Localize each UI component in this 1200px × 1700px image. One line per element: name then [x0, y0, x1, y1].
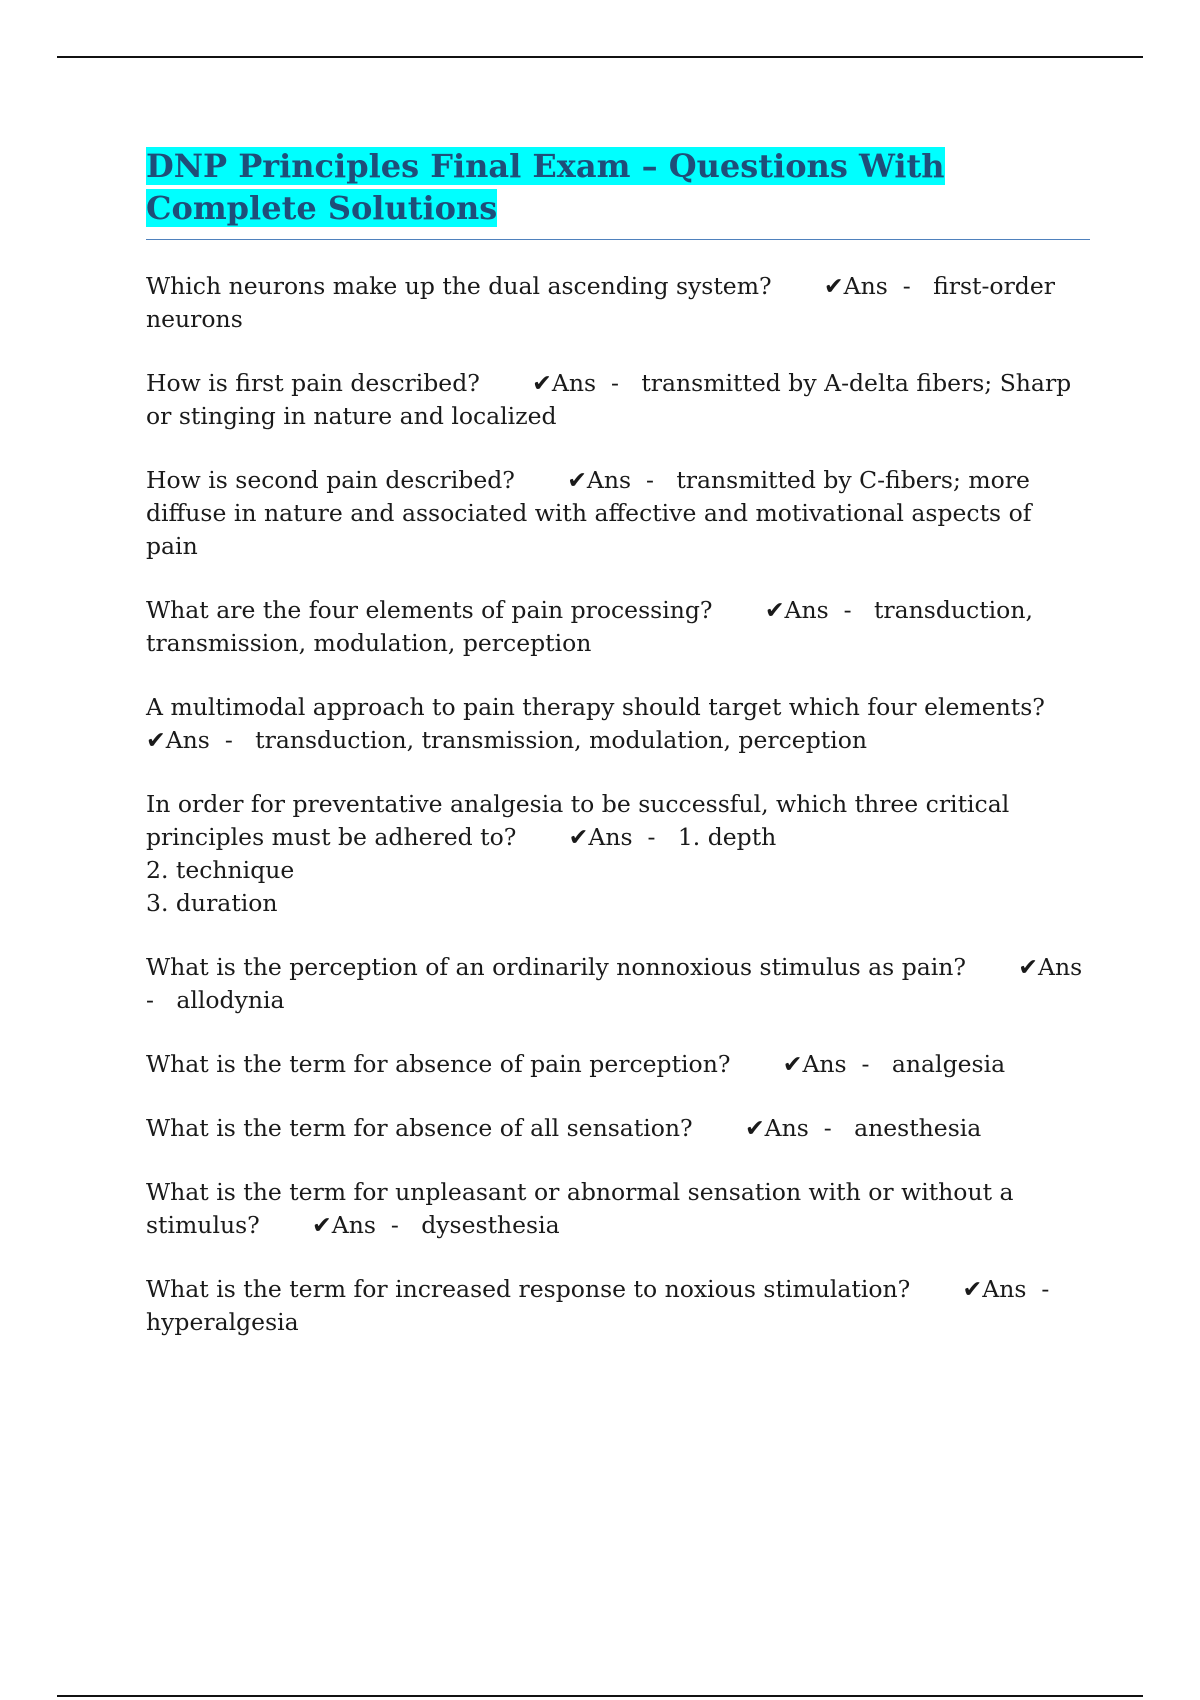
- qa-item: What is the term for increased response to noxious stimulation? ✔Ans - hyperalgesia: [146, 1275, 1072, 1336]
- answer-label: Ans: [982, 1275, 1027, 1303]
- checkmark-icon: ✔: [568, 823, 589, 851]
- qa-item: What is the term for absence of pain perception? ✔Ans - analgesia: [146, 1050, 1006, 1078]
- answer-label: Ans: [586, 466, 632, 494]
- answer-text: allodynia: [176, 986, 285, 1014]
- qa-item: How is first pain described? ✔Ans - transmitted by A-delta fibers; Sharp or stinging in nature and localized: [146, 369, 1079, 430]
- title-underline: [146, 239, 1090, 240]
- qa-item: A multimodal approach to pain therapy should target which four elements? ✔Ans - transduction, transmission, modulation, perception: [146, 693, 1045, 754]
- answer-text: 1. depth 2. technique 3. duration: [146, 823, 777, 917]
- answer-text: dysesthesia: [421, 1211, 560, 1239]
- answer-text: transmitted by A-delta fibers; Sharp or stinging in nature and localized: [146, 369, 1079, 430]
- checkmark-icon: ✔: [962, 1275, 983, 1303]
- qa-item: Which neurons make up the dual ascending system? ✔Ans - first-order neurons: [146, 272, 1063, 333]
- answer-label: Ans: [843, 272, 888, 300]
- header-rule: [57, 56, 1143, 58]
- footer-rule: [57, 1695, 1143, 1697]
- checkmark-icon: ✔: [764, 596, 785, 624]
- question-text: How is first pain described?: [146, 369, 480, 397]
- checkmark-icon: ✔: [1018, 953, 1038, 981]
- checkmark-icon: ✔: [823, 272, 844, 300]
- question-text: What are the four elements of pain processing?: [146, 596, 713, 624]
- qa-list: [146, 270, 1098, 1339]
- question-text: What is the term for absence of pain perception?: [146, 1050, 731, 1078]
- checkmark-icon: ✔: [312, 1211, 332, 1239]
- question-text: How is second pain described?: [146, 466, 515, 494]
- qa-item: What is the term for unpleasant or abnormal sensation with or without a stimulus? ✔Ans - dysesthesia: [146, 1178, 1021, 1239]
- qa-item: In order for preventative analgesia to be successful, which three critical principles must be adhered to? ✔Ans - 1. depth 2. technique 3. duration: [146, 790, 1017, 917]
- answer-text: transduction, transmission, modulation, perception: [255, 726, 867, 754]
- checkmark-icon: ✔: [532, 369, 552, 397]
- answer-label: Ans: [784, 596, 829, 624]
- question-text: Which neurons make up the dual ascending system?: [146, 272, 772, 300]
- answer-text: analgesia: [891, 1050, 1006, 1078]
- answer-label: Ans: [588, 823, 633, 851]
- answer-text: first-order neurons: [146, 272, 1063, 333]
- question-text: What is the term for absence of all sensation?: [146, 1114, 693, 1142]
- answer-label: Ans: [551, 369, 597, 397]
- answer-label: Ans: [1038, 953, 1083, 981]
- document-title: [146, 145, 1090, 229]
- answer-text: transduction, transmission, modulation, perception: [146, 596, 1041, 657]
- title-highlight: DNP Principles Final Exam – Questions With Complete Solutions: [146, 147, 945, 227]
- answer-label: Ans: [764, 1114, 809, 1142]
- checkmark-icon: ✔: [146, 726, 166, 754]
- qa-item: What are the four elements of pain processing? ✔Ans - transduction, transmission, modulation, perception: [146, 596, 1041, 657]
- checkmark-icon: ✔: [782, 1050, 803, 1078]
- question-text: What is the term for increased response to noxious stimulation?: [146, 1275, 911, 1303]
- checkmark-icon: ✔: [567, 466, 587, 494]
- question-text: What is the term for unpleasant or abnormal sensation with or without a stimulus?: [146, 1178, 1021, 1239]
- checkmark-icon: ✔: [744, 1114, 765, 1142]
- answer-label: Ans: [802, 1050, 847, 1078]
- qa-item: What is the perception of an ordinarily nonnoxious stimulus as pain? ✔Ans - allodynia: [146, 953, 1098, 1014]
- answer-text: transmitted by C-fibers; more diffuse in nature and associated with affective and motivational aspects of pain: [146, 466, 1039, 560]
- answer-text: hyperalgesia: [146, 1308, 299, 1336]
- answer-label: Ans: [331, 1211, 376, 1239]
- qa-item: How is second pain described? ✔Ans - transmitted by C-fibers; more diffuse in nature and associated with affective and motivational aspects of pain: [146, 466, 1039, 560]
- qa-item: What is the term for absence of all sensation? ✔Ans - anesthesia: [146, 1114, 982, 1142]
- question-text: In order for preventative analgesia to be successful, which three critical principles must be adhered to?: [146, 790, 1017, 851]
- question-text: A multimodal approach to pain therapy should target which four elements?: [146, 693, 1045, 721]
- answer-label: Ans: [165, 726, 210, 754]
- document-body: [146, 145, 1098, 1370]
- question-text: What is the perception of an ordinarily nonnoxious stimulus as pain?: [146, 953, 966, 981]
- answer-text: anesthesia: [854, 1114, 982, 1142]
